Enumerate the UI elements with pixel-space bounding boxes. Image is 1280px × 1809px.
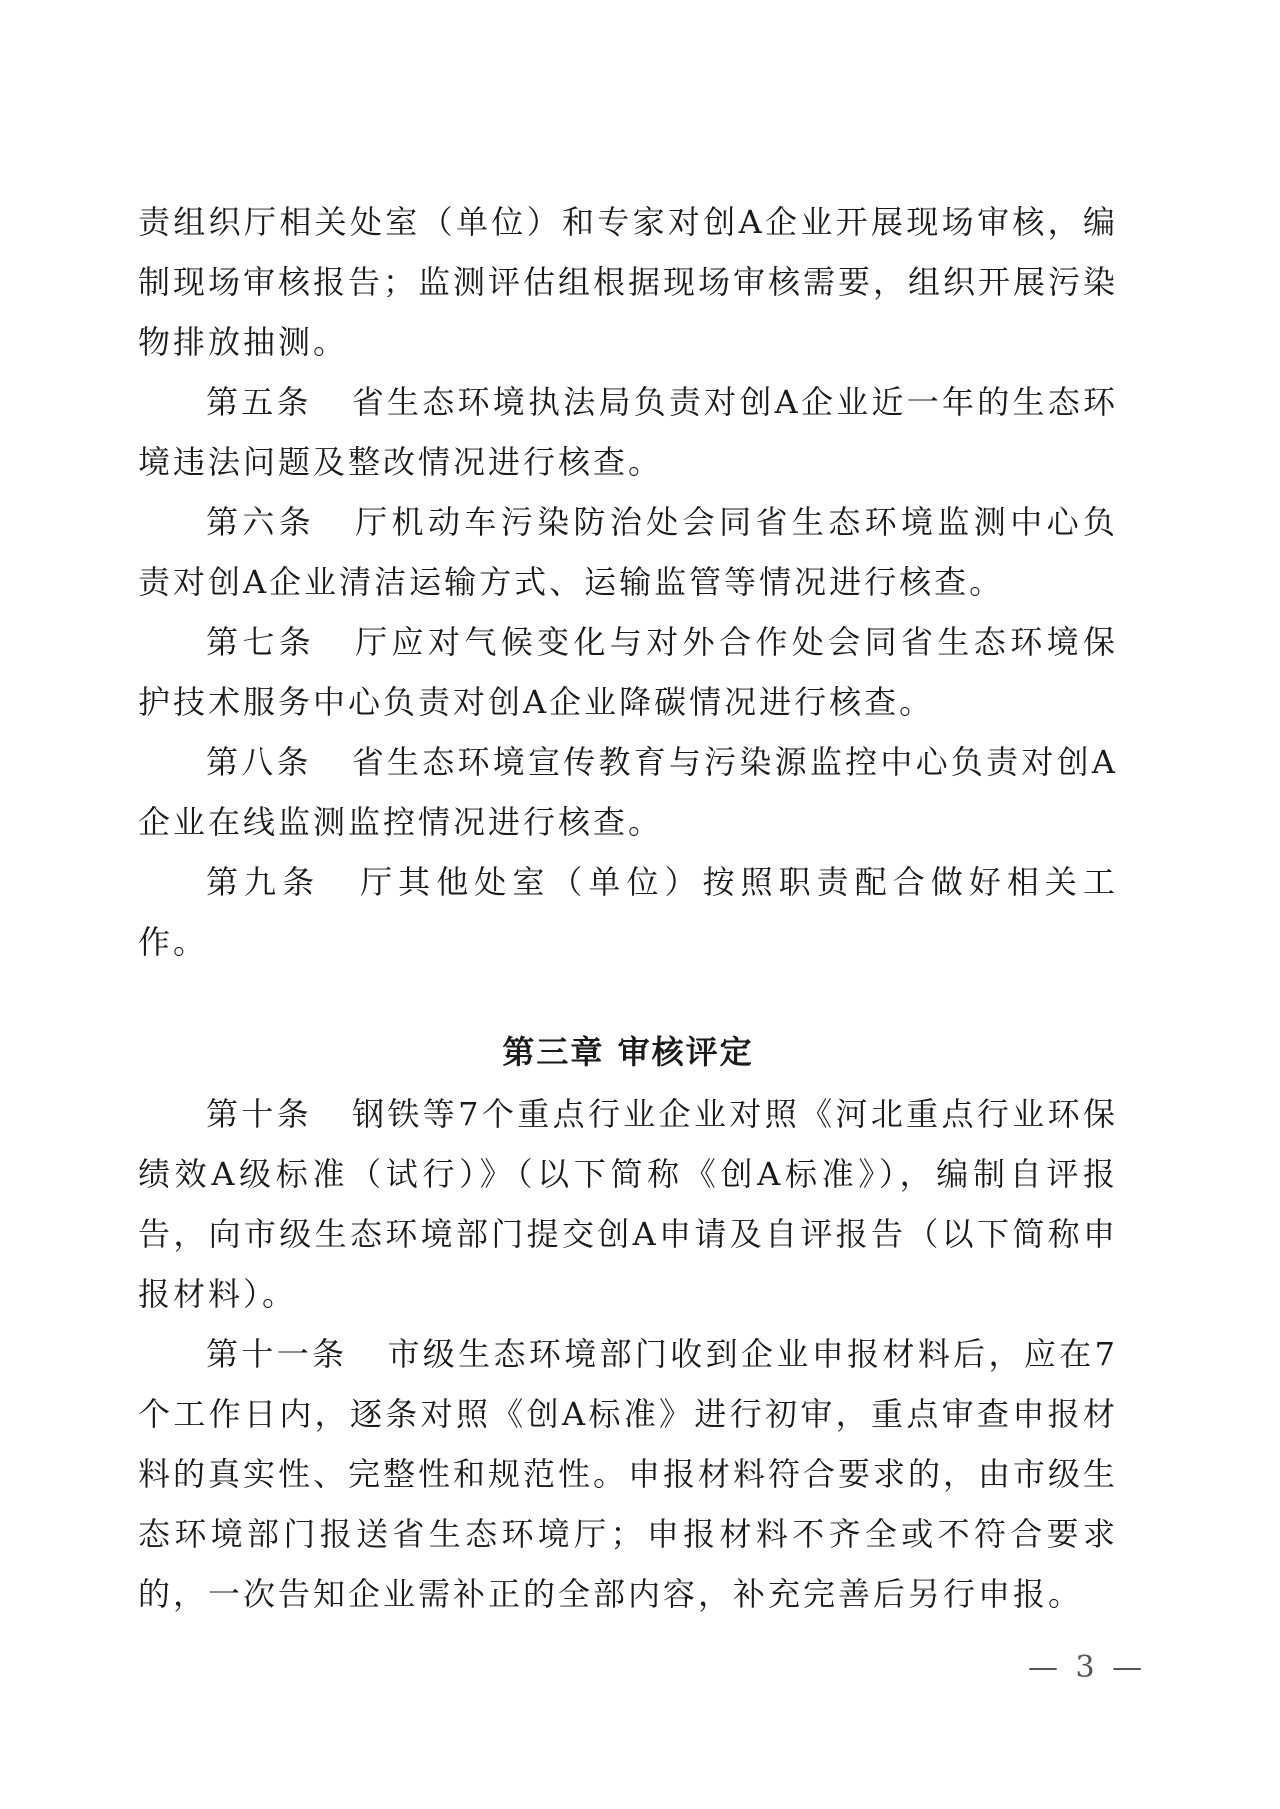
article-text: 厅其他处室（单位）按照职责配合做好相关工作。 (138, 863, 1118, 961)
article-text: 省生态环境执法局负责对创A企业近一年的生态环境违法问题及整改情况进行核查。 (138, 383, 1118, 481)
article-text: 钢铁等7个重点行业企业对照《河北重点行业环保绩效A级标准（试行）》（以下简称《创A标准》），编制自评报告，向市级生态环境部门提交创A申请及自评报告（以下简称申报材料）。 (138, 1095, 1118, 1313)
article-number: 第十一条 (206, 1335, 348, 1373)
page-number: — 3 — (1028, 1650, 1147, 1685)
article-5 (138, 372, 1118, 492)
article-text: 省生态环境宣传教育与污染源监控中心负责对创A企业在线监测监控情况进行核查。 (138, 743, 1118, 841)
article-text: 厅应对气候变化与对外合作处会同省生态环境保护技术服务中心负责对创A企业降碳情况进行核查。 (138, 623, 1118, 721)
article-8 (138, 732, 1118, 852)
article-number: 第十条 (206, 1095, 313, 1133)
article-11 (138, 1324, 1118, 1624)
article-number: 第九条 (206, 863, 321, 901)
article-number: 第七条 (206, 623, 316, 661)
article-10 (138, 1084, 1118, 1324)
article-text: 厅机动车污染防治处会同省生态环境监测中心负责对创A企业清洁运输方式、运输监管等情况进行核查。 (138, 503, 1118, 601)
article-9 (138, 852, 1118, 972)
article-number: 第六条 (206, 503, 316, 541)
article-6 (138, 492, 1118, 612)
document-body (138, 192, 1118, 1624)
article-number: 第八条 (206, 743, 312, 781)
article-text: 市级生态环境部门收到企业申报材料后，应在7个工作日内，逐条对照《创A标准》进行初审，重点审查申报材料的真实性、完整性和规范性。申报材料符合要求的，由市级生态环境部门报送省生态环境厅；申报材料不齐全或不符合要求的，一次告知企业需补正的全部内容，补充完善后另行申报。 (138, 1335, 1119, 1613)
paragraph-text: 责组织厅相关处室（单位）和专家对创A企业开展现场审核，编制现场审核报告；监测评估组根据现场审核需要，组织开展污染物排放抽测。 (138, 203, 1119, 361)
article-number: 第五条 (206, 383, 312, 421)
article-7 (138, 612, 1118, 732)
chapter-title: 第三章 审核评定 (502, 1033, 754, 1071)
paragraph-continuation (138, 192, 1118, 372)
